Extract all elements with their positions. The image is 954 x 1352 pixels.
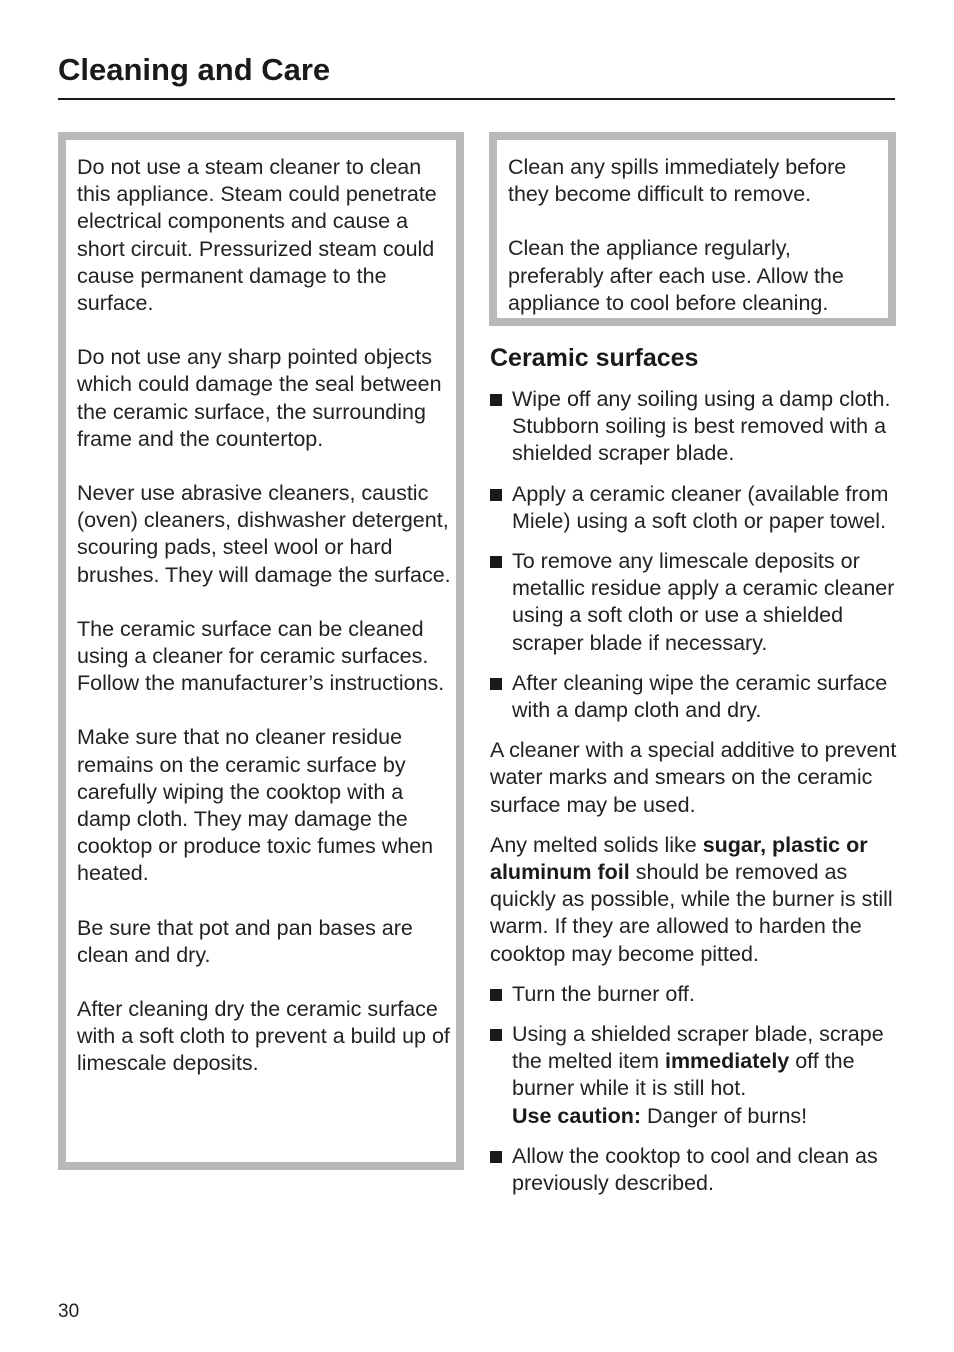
list-item-text: Allow the cooktop to cool and clean as previously described. <box>512 1143 878 1196</box>
caution-label: Use caution: <box>512 1103 642 1128</box>
scrape-rest-text: off the burner while it is still hot. <box>512 1049 855 1101</box>
warning-paragraph: Make sure that no cleaner residue remains on the ceramic surface by carefully wiping the cooktop with a damp cloth. They may damage the cooktop or produce toxic fumes when heated. <box>77 725 434 886</box>
list-item <box>490 386 900 468</box>
warning-box <box>58 132 464 1170</box>
cleaning-steps-list <box>490 386 900 724</box>
list-item-text: To remove any limescale deposits or metallic residue apply a ceramic cleaner using a soft cloth or use a shielded scraper blade if necessary. <box>512 549 895 655</box>
tip-paragraph: Clean any spills immediately before they become difficult to remove. <box>508 155 847 207</box>
caution-note <box>512 1103 900 1130</box>
melted-solids-paragraph <box>490 832 900 968</box>
square-bullet-icon <box>490 989 502 1001</box>
immediately-bold: immediately <box>664 1049 790 1074</box>
tip-paragraph: Clean the appliance regularly, preferably after each use. Allow the appliance to cool before cleaning. <box>508 236 844 315</box>
melted-items-bold: sugar, plastic or aluminum foil <box>490 832 868 885</box>
list-item <box>490 670 900 724</box>
warning-paragraph: Do not use any sharp pointed objects which could damage the seal between the ceramic surface, the surrounding frame and the countertop. <box>77 345 442 451</box>
warning-paragraph: After cleaning dry the ceramic surface with a soft cloth to prevent a build up of limescale deposits. <box>77 997 450 1076</box>
warning-paragraph: Do not use a steam cleaner to clean this appliance. Steam could penetrate electrical components and cause a short circuit. Pressurized steam could cause permanent damage to the surface. <box>77 155 437 316</box>
warning-paragraph: Be sure that pot and pan bases are clean and dry. <box>77 915 413 967</box>
square-bullet-icon <box>490 556 502 568</box>
square-bullet-icon <box>490 1151 502 1163</box>
square-bullet-icon <box>490 678 502 690</box>
title-divider <box>58 98 895 100</box>
scrape-lead-text: Using a shielded scraper blade, scrape the melted item <box>512 1022 884 1074</box>
scrape-instruction <box>512 1021 900 1103</box>
tip-box <box>489 132 896 326</box>
caution-text: Danger of burns! <box>641 1103 808 1128</box>
list-item <box>490 981 900 1008</box>
list-item <box>490 1021 900 1130</box>
list-item-text: After cleaning wipe the ceramic surface with a damp cloth and dry. <box>512 670 888 723</box>
melted-lead-text: Any melted solids like <box>490 832 703 857</box>
list-item <box>490 548 900 657</box>
ceramic-surfaces-section <box>490 340 900 1210</box>
melted-rest-text: should be removed as quickly as possible, while the burner is still warm. If they are allowed to harden the cooktop may become pitted. <box>490 860 893 966</box>
melted-steps-list <box>490 981 900 1197</box>
square-bullet-icon <box>490 489 502 501</box>
square-bullet-icon <box>490 1029 502 1041</box>
warning-paragraph: Never use abrasive cleaners, caustic (oven) cleaners, dishwasher detergent, scouring pads, steel wool or hard brushes. They will damage the surface. <box>77 481 451 587</box>
page-title: Cleaning and Care <box>58 52 331 87</box>
additive-paragraph: A cleaner with a special additive to prevent water marks and smears on the ceramic surface may be used. <box>490 738 897 817</box>
section-heading: Ceramic surfaces <box>490 344 699 372</box>
list-item-text: Wipe off any soiling using a damp cloth. Stubborn soiling is best removed with a shielded scraper blade. <box>512 387 891 466</box>
list-item-text: Turn the burner off. <box>512 981 695 1006</box>
warning-paragraph: The ceramic surface can be cleaned using a cleaner for ceramic surfaces. Follow the manufacturer’s instructions. <box>77 616 445 696</box>
page-number: 30 <box>58 1301 80 1322</box>
list-item-text: Apply a ceramic cleaner (available from Miele) using a soft cloth or paper towel. <box>512 481 889 533</box>
list-item <box>490 1143 900 1197</box>
list-item <box>490 481 900 535</box>
square-bullet-icon <box>490 394 502 406</box>
